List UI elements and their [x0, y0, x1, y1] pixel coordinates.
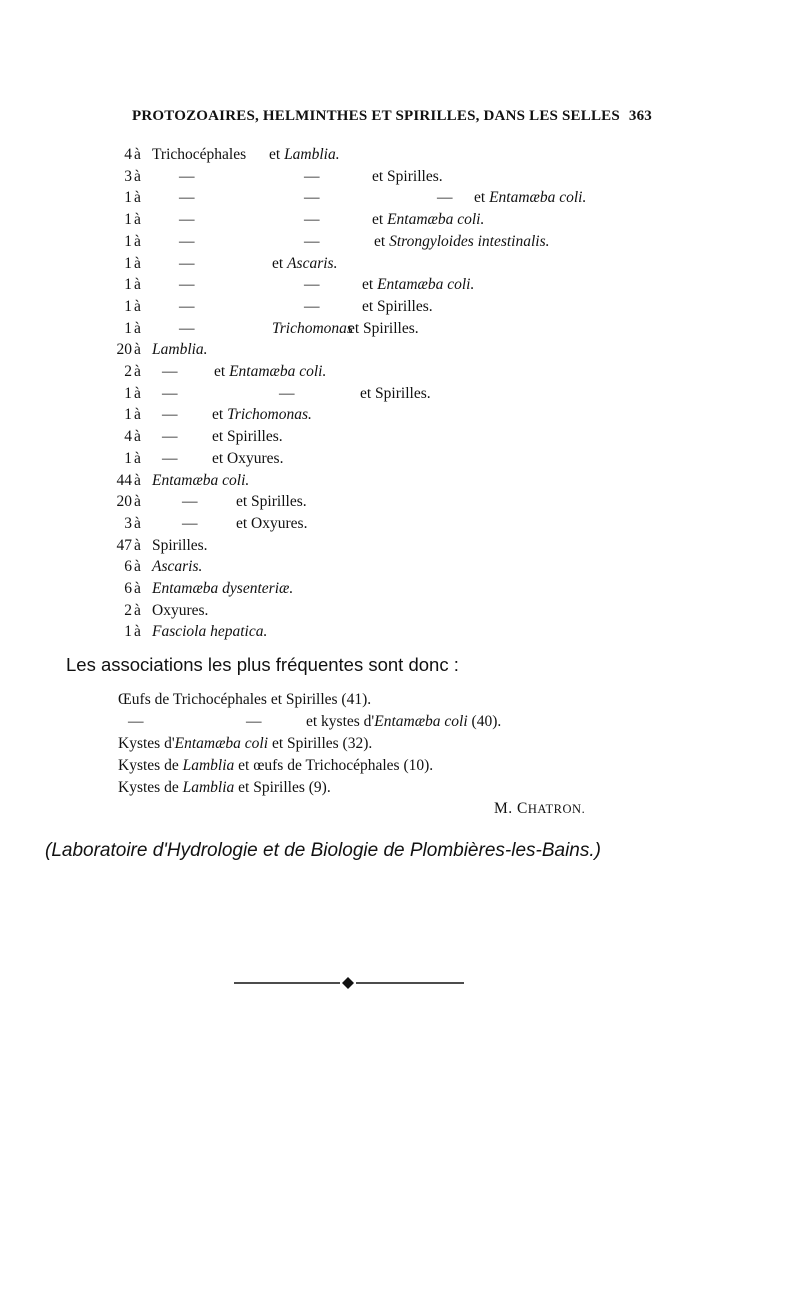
- case-count: 1: [124, 406, 132, 424]
- organism-name: Ascaris.: [152, 558, 203, 576]
- organism-name: Spirilles.: [152, 536, 208, 554]
- case-count: 2: [124, 363, 132, 380]
- ditto-dash: —: [179, 319, 195, 337]
- ditto-dash: —: [179, 254, 195, 272]
- case-count: 1: [124, 232, 132, 250]
- ditto-dash: —: [304, 232, 320, 250]
- ditto-dash: —: [279, 384, 295, 402]
- preposition: à: [134, 146, 141, 163]
- ditto-dash: —: [162, 449, 178, 467]
- preposition: à: [134, 580, 141, 597]
- ditto-dash: —: [179, 297, 195, 315]
- running-title: PROTOZOAIRES, HELMINTHES ET SPIRILLES, DANS LES SELLES: [132, 108, 620, 124]
- preposition: à: [134, 384, 141, 402]
- case-count: 1: [124, 623, 132, 641]
- ditto-dash: —: [304, 211, 320, 229]
- organism-name: et Strongyloides intestinalis.: [374, 232, 550, 250]
- organism-name: et Entamæba coli.: [474, 189, 587, 207]
- association-text: et kystes d'Entamæba coli (40).: [306, 713, 502, 730]
- stat-row: [104, 166, 664, 188]
- preposition: à: [134, 601, 141, 619]
- preposition: à: [134, 514, 141, 532]
- stat-row: [104, 621, 664, 643]
- case-count: 1: [124, 384, 132, 402]
- ditto-dash: —: [304, 167, 320, 185]
- preposition: à: [134, 319, 141, 337]
- association-line: Kystes d'Entamæba coli et Spirilles (32).: [118, 735, 373, 752]
- case-count: 1: [124, 276, 132, 294]
- stat-row: [104, 383, 664, 405]
- stat-row: [104, 144, 664, 166]
- ditto-dash: —: [182, 514, 198, 532]
- association-line: [118, 689, 371, 711]
- case-count: 20: [116, 341, 132, 359]
- case-count: 2: [124, 601, 132, 619]
- preposition: à: [134, 254, 141, 272]
- ditto-dash: —: [162, 428, 178, 446]
- stat-row: [104, 253, 664, 275]
- ditto-dash: —: [162, 384, 178, 402]
- organism-name: Oxyures.: [152, 601, 209, 619]
- association-line: Kystes de Lamblia et œufs de Trichocéphales (10).: [118, 757, 434, 774]
- ditto-dash: —: [179, 276, 195, 294]
- preposition: à: [134, 428, 141, 446]
- case-count: 4: [124, 428, 132, 446]
- stat-row: [104, 274, 664, 296]
- stat-row: [104, 491, 664, 513]
- organism-name: et Oxyures.: [236, 514, 308, 532]
- case-count: 1: [124, 319, 132, 337]
- ditto-dash: —: [162, 406, 178, 424]
- organism-name: et Entamæba coli.: [214, 363, 327, 380]
- stat-row: [104, 448, 664, 470]
- ditto-dash: —: [128, 713, 144, 730]
- organism-name: et Entamæba coli.: [362, 276, 475, 294]
- stat-row: [104, 187, 664, 209]
- preposition: à: [134, 363, 141, 380]
- ditto-dash: —: [162, 363, 178, 380]
- organism-name: Lamblia.: [152, 341, 208, 359]
- stat-row: [104, 556, 664, 578]
- preposition: à: [134, 449, 141, 467]
- association-text: Œufs de Trichocéphales et Spirilles (41).: [118, 691, 372, 708]
- case-count: 47: [116, 536, 132, 554]
- organism-name: et Spirilles.: [362, 297, 433, 315]
- association-line: Kystes de Lamblia et Spirilles (9).: [118, 779, 331, 796]
- stat-row: [104, 339, 664, 361]
- stat-row: [104, 513, 664, 535]
- ditto-dash: —: [304, 276, 320, 294]
- stat-row: [104, 404, 664, 426]
- organism-name: et Spirilles.: [236, 493, 307, 511]
- stat-row: [104, 361, 664, 383]
- preposition: à: [134, 276, 141, 294]
- case-count: 1: [124, 189, 132, 207]
- organism-name: et Lamblia.: [269, 146, 340, 163]
- preposition: à: [134, 406, 141, 424]
- author-signature: M. CHATRON.: [494, 800, 586, 817]
- ditto-dash: —: [182, 493, 198, 511]
- preposition: à: [134, 558, 141, 576]
- preposition: à: [134, 623, 141, 641]
- stat-row: [104, 318, 664, 340]
- organism-name: Entamæba coli.: [152, 471, 250, 489]
- organism-name: et Spirilles.: [372, 167, 443, 185]
- stat-row: [104, 426, 664, 448]
- associations-intro: Les associations les plus fréquentes sont donc :: [66, 654, 459, 675]
- ditto-dash: —: [246, 713, 262, 730]
- preposition: à: [134, 471, 141, 489]
- preposition: à: [134, 341, 141, 359]
- preposition: à: [134, 167, 141, 185]
- organism-name: Trichocéphales: [152, 146, 247, 163]
- stat-row: [104, 231, 664, 253]
- preposition: à: [134, 232, 141, 250]
- case-count: 44: [116, 471, 132, 489]
- case-count: 1: [124, 211, 132, 229]
- organism-name: et Ascaris.: [272, 254, 338, 272]
- case-count: 6: [124, 558, 132, 576]
- preposition: à: [134, 189, 141, 207]
- case-count: 3: [124, 167, 132, 185]
- ditto-dash: —: [304, 189, 320, 207]
- page-number: 363: [628, 108, 652, 124]
- laboratory-line: (Laboratoire d'Hydrologie et de Biologie de Plombières-les-Bains.): [45, 840, 601, 861]
- stat-row: [104, 535, 664, 557]
- preposition: à: [134, 536, 141, 554]
- case-count: 6: [124, 580, 132, 597]
- organism-name: et Trichomonas.: [212, 406, 312, 424]
- case-count: 1: [124, 449, 132, 467]
- organism-name: et Spirilles.: [348, 319, 419, 337]
- case-count: 4: [124, 146, 132, 163]
- preposition: à: [134, 297, 141, 315]
- organism-name: et Spirilles.: [212, 428, 283, 446]
- stat-row: [104, 296, 664, 318]
- organism-name: Fasciola hepatica.: [152, 623, 268, 641]
- case-count: 3: [124, 514, 132, 532]
- stat-row: [104, 209, 664, 231]
- ditto-dash: —: [179, 167, 195, 185]
- preposition: à: [134, 493, 141, 511]
- organism-name: Trichomonas: [272, 319, 353, 337]
- organism-name: Entamæba dysenteriæ.: [152, 580, 294, 597]
- case-count: 1: [124, 254, 132, 272]
- ditto-dash: —: [437, 189, 453, 207]
- case-count: 1: [124, 297, 132, 315]
- ditto-dash: —: [304, 297, 320, 315]
- ditto-dash: —: [179, 232, 195, 250]
- running-header: [132, 108, 652, 130]
- ornamental-rule: [234, 977, 464, 989]
- ditto-dash: —: [179, 189, 195, 207]
- organism-name: et Spirilles.: [360, 384, 431, 402]
- case-count: 20: [116, 493, 132, 511]
- preposition: à: [134, 211, 141, 229]
- stat-row: [104, 470, 664, 492]
- organism-name: et Oxyures.: [212, 449, 284, 467]
- stat-row: [104, 578, 664, 600]
- ditto-dash: —: [179, 211, 195, 229]
- organism-name: et Entamæba coli.: [372, 211, 485, 229]
- stat-row: [104, 600, 664, 622]
